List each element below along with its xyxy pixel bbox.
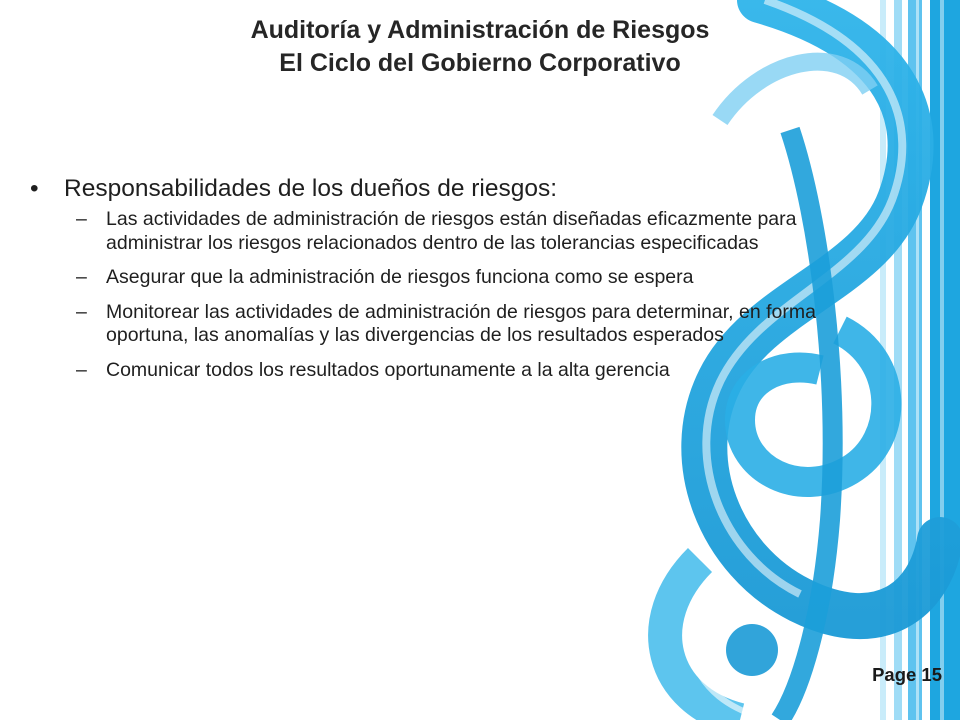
sub-bullet-item [76, 266, 890, 290]
main-bullet-text: Responsabilidades de los dueños de riesgos: [64, 175, 558, 202]
dash-marker: – [76, 358, 87, 381]
title-line-2: El Ciclo del Gobierno Corporativo [279, 49, 681, 77]
title-line-1: Auditoría y Administración de Riesgos [250, 16, 710, 44]
dash-marker: – [76, 208, 87, 230]
sub-bullet-text: Comunicar todos los resultados oportunamente a la alta gerencia [106, 358, 670, 381]
sub-bullet-list [76, 208, 890, 382]
content-area [30, 172, 890, 393]
main-bullet [30, 172, 890, 206]
bullet-marker: • [30, 175, 39, 202]
sub-bullet-text: Asegurar que la administración de riesgos funciona como se espera [106, 266, 694, 288]
page-number: Page 15 [872, 664, 942, 685]
sub-bullet-text: Monitorear las actividades de administración de riesgos para determinar, en forma oportuna, las anomalías y las divergencias de los resultados esperados [106, 300, 816, 346]
sub-bullet-item [76, 208, 890, 255]
sub-bullet-item [76, 301, 890, 348]
dash-marker: – [76, 300, 87, 323]
dash-marker: – [76, 266, 87, 288]
sub-bullet-text: Las actividades de administración de riesgos están diseñadas eficazmente para administrar los riesgos relacionados dentro de las tolerancias especificadas [106, 208, 797, 254]
sub-bullet-item [76, 359, 890, 383]
slide-title [0, 14, 960, 80]
